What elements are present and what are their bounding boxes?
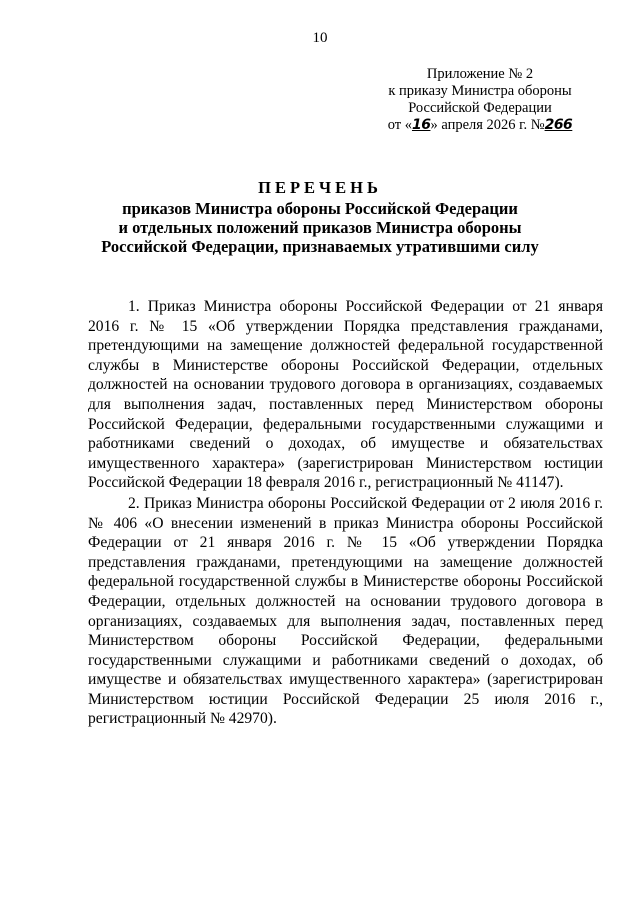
list-item: 2. Приказ Министра обороны Российской Федерации от 2 июля 2016 г. № 406 «О внесении изменений в приказ Министра обороны Российской Федерации от 21 января 2016 г. № 15 «Об утверждении Порядка представления гражданами, претендующими на замещение должностей федеральной государственной службы в Министерстве обороны Российской Федерации, отдельных должностей на основании трудового договора в организациях, создаваемых для выполнения задач, поставленных перед Министерством обороны Российской Федерации, федеральными государственными служащими и работниками сведений о доходах, об имуществе и обязательствах имущественного характера» (зарегистрирован Министерством юстиции Российской Федерации 25 июля 2016 г., регистрационный № 42970). bbox=[88, 494, 603, 728]
title-heading: ПЕРЕЧЕНЬ bbox=[258, 178, 382, 197]
appendix-label: Приложение № 2 bbox=[426, 66, 534, 82]
appendix-header bbox=[360, 66, 600, 134]
title-line-3: Российской Федерации, признаваемых утратившими силу bbox=[101, 237, 539, 256]
page-number: 10 bbox=[312, 30, 328, 46]
handwritten-day: 16 bbox=[411, 117, 431, 133]
date-prefix: от « bbox=[387, 117, 412, 133]
document-body bbox=[88, 297, 603, 729]
appendix-order-reference: к приказу Министра обороны bbox=[388, 83, 572, 99]
appendix-country: Российской Федерации bbox=[408, 100, 552, 116]
date-middle: » апреля 2026 г. № bbox=[430, 117, 545, 133]
document-title bbox=[40, 178, 600, 256]
handwritten-order-number: 266 bbox=[544, 117, 573, 133]
appendix-date-line bbox=[360, 117, 600, 134]
title-line-2: и отдельных положений приказов Министра обороны bbox=[118, 218, 522, 237]
list-item: 1. Приказ Министра обороны Российской Федерации от 21 января 2016 г. № 15 «Об утверждении Порядка представления гражданами, претендующими на замещение должностей федеральной государственной службы в Министерстве обороны Российской Федерации, отдельных должностей на основании трудового договора в организациях, создаваемых для выполнения задач, поставленных перед Министерством обороны Российской Федерации, федеральными государственными служащими и работниками сведений о доходах, об имуществе и обязательствах имущественного характера» (зарегистрирован Министерством юстиции Российской Федерации 18 февраля 2016 г., регистрационный № 41147). bbox=[88, 298, 603, 492]
title-line-1: приказов Министра обороны Российской Федерации bbox=[122, 199, 518, 218]
